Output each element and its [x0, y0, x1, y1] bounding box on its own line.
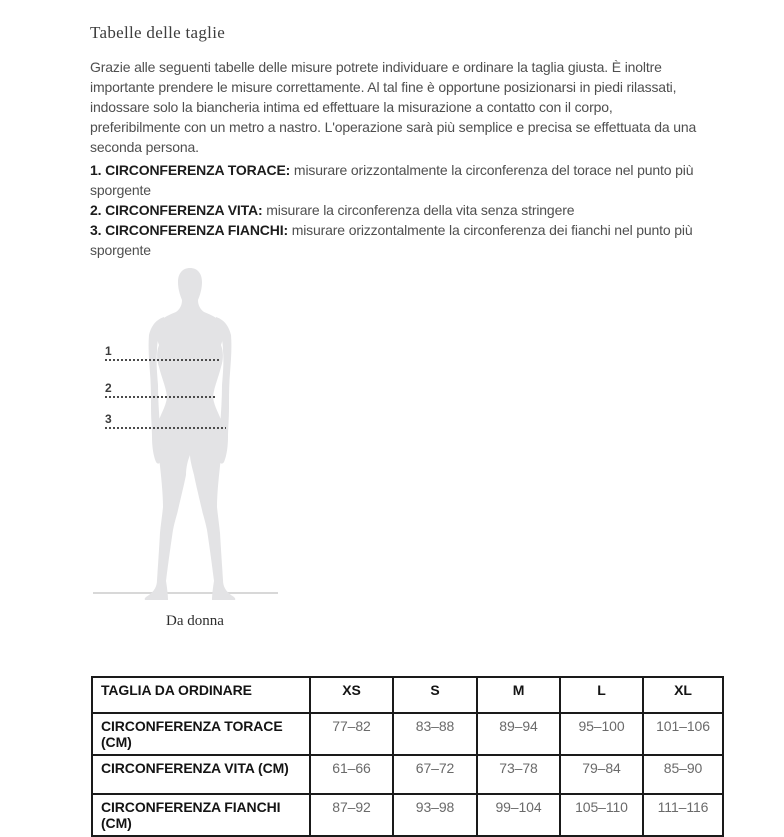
measurement-marker-2: 2 [105, 381, 112, 395]
measurement-line-chest [105, 359, 220, 361]
measurement-marker-1: 1 [105, 344, 112, 358]
measurement-line-waist [105, 396, 216, 398]
size-table [91, 676, 724, 837]
instruction-text: misurare la circonferenza della vita senza stringere [262, 202, 575, 218]
intro-line: Grazie alle seguenti tabelle delle misure potrete individuare e ordinare la taglia giusta. È inoltre [90, 59, 662, 75]
value-cell: 95–100 [560, 713, 643, 755]
figure-caption: Da donna [166, 613, 224, 629]
value-cell: 77–82 [310, 713, 393, 755]
instruction-line [90, 180, 693, 200]
instruction-text: sporgente [90, 182, 151, 198]
measurement-marker-3: 3 [105, 412, 112, 426]
instruction-text: misurare orizzontalmente la circonferenza del torace nel punto più [290, 162, 694, 178]
header-cell-m: M [477, 677, 560, 713]
female-silhouette-illustration [90, 265, 290, 605]
instruction-line [90, 160, 693, 180]
value-cell: 73–78 [477, 755, 560, 794]
header-cell-taglia: TAGLIA DA ORDINARE [92, 677, 310, 713]
row-label: CIRCONFERENZA TORACE (CM) [92, 713, 310, 755]
value-cell: 93–98 [393, 794, 477, 836]
header-cell-xl: XL [643, 677, 723, 713]
value-cell: 67–72 [393, 755, 477, 794]
value-cell: 111–116 [643, 794, 723, 836]
value-cell: 101–106 [643, 713, 723, 755]
measurement-instructions [90, 160, 693, 260]
intro-paragraph [90, 57, 696, 157]
instruction-line [90, 200, 693, 220]
instruction-label: 1. CIRCONFERENZA TORACE: [90, 162, 291, 178]
intro-line: indossare solo la biancheria intima ed effettuare la misurazione a contatto con il corpo, [90, 99, 613, 115]
value-cell: 99–104 [477, 794, 560, 836]
size-table-header-row [92, 677, 723, 713]
instruction-label: 2. CIRCONFERENZA VITA: [90, 202, 263, 218]
table-row-fianchi [92, 794, 723, 836]
value-cell: 87–92 [310, 794, 393, 836]
intro-line: seconda persona. [90, 139, 199, 155]
value-cell: 85–90 [643, 755, 723, 794]
instruction-text: misurare orizzontalmente la circonferenza dei fianchi nel punto più [287, 222, 693, 238]
header-cell-l: L [560, 677, 643, 713]
table-row-vita [92, 755, 723, 794]
header-cell-s: S [393, 677, 477, 713]
instruction-line [90, 220, 693, 240]
body-measurement-figure [90, 265, 290, 640]
value-cell: 83–88 [393, 713, 477, 755]
header-cell-xs: XS [310, 677, 393, 713]
instruction-label: 3. CIRCONFERENZA FIANCHI: [90, 222, 288, 238]
instruction-line [90, 240, 693, 260]
row-label: CIRCONFERENZA FIANCHI (CM) [92, 794, 310, 836]
page-title: Tabelle delle taglie [90, 23, 226, 42]
row-label: CIRCONFERENZA VITA (CM) [92, 755, 310, 794]
intro-line: importante prendere le misure correttamente. Al tal fine è opportune posizionarsi in piedi rilassati, [90, 79, 677, 95]
table-row-torace [92, 713, 723, 755]
value-cell: 79–84 [560, 755, 643, 794]
intro-line: preferibilmente con un metro a nastro. L'operazione sarà più semplice e precisa se effettuata da una [90, 119, 697, 135]
value-cell: 105–110 [560, 794, 643, 836]
measurement-line-hips [105, 427, 226, 429]
value-cell: 89–94 [477, 713, 560, 755]
value-cell: 61–66 [310, 755, 393, 794]
instruction-text: sporgente [90, 242, 151, 258]
